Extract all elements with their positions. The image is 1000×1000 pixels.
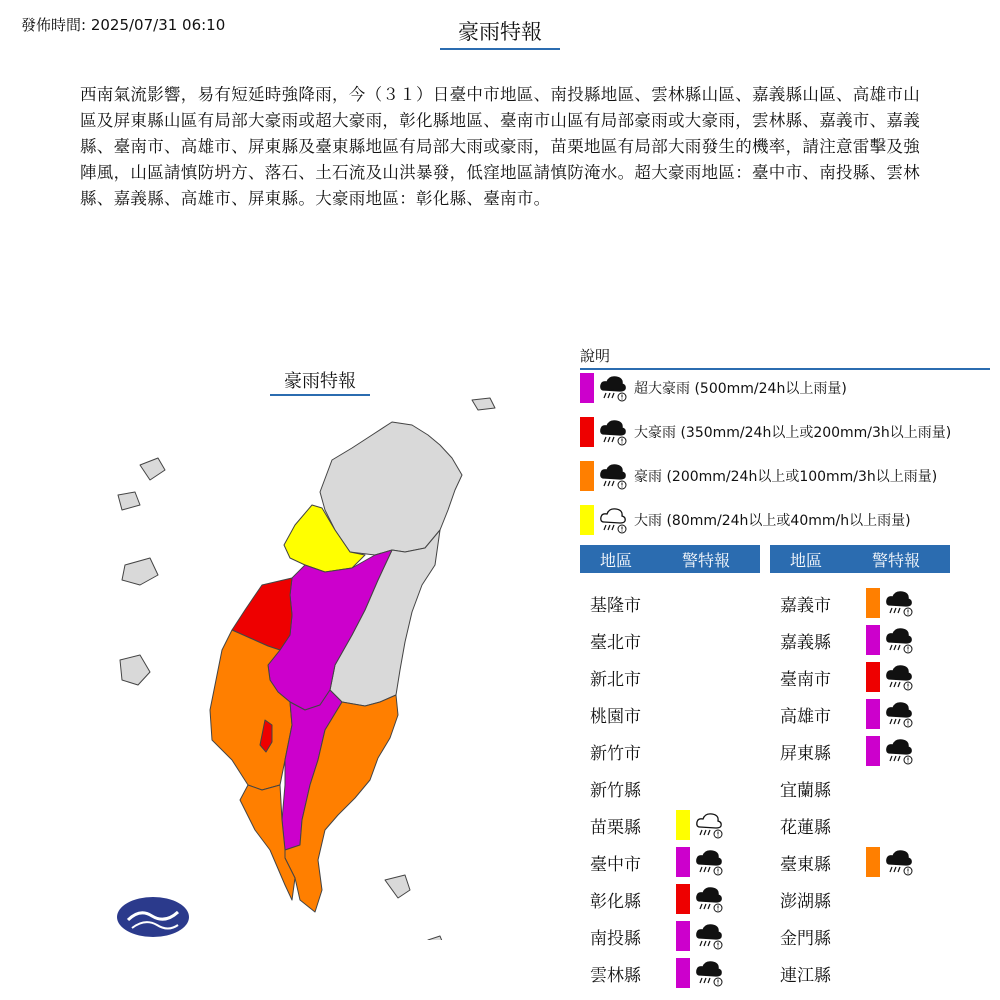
table-row[interactable] (770, 807, 950, 843)
region-name: 嘉義縣 (780, 632, 831, 653)
legend-label: 大雨 (80mm/24h以上或40mm/h以上雨量) (634, 513, 911, 529)
table-row[interactable] (770, 622, 950, 658)
region-north[interactable] (320, 422, 462, 555)
warning-swatch (866, 699, 880, 729)
thunder-rain-icon (598, 461, 628, 491)
legend-item-torrential (580, 416, 951, 448)
table-row[interactable] (580, 881, 760, 917)
page-title: 豪雨特報 (440, 16, 560, 50)
legend-swatch (580, 461, 594, 491)
region-name: 金門縣 (780, 928, 831, 949)
island-penghu-1 (140, 458, 165, 480)
cwa-logo (117, 897, 189, 937)
legend-item-heavy (580, 504, 911, 536)
warning-swatch (676, 847, 690, 877)
table-row[interactable] (770, 733, 950, 769)
region-name: 新北市 (590, 669, 641, 690)
region-name: 臺南市 (780, 669, 831, 690)
table-row[interactable] (580, 733, 760, 769)
table-row[interactable] (580, 918, 760, 954)
table-row[interactable] (580, 622, 760, 658)
warning-swatch (676, 884, 690, 914)
map-title: 豪雨特報 (270, 367, 370, 396)
thunder-rain-icon (884, 847, 914, 877)
issued-time: 發佈時間: 2025/07/31 06:10 (21, 16, 226, 34)
island-penghu-2 (118, 492, 140, 510)
legend-label: 超大豪雨 (500mm/24h以上雨量) (634, 381, 847, 397)
thunder-rain-icon (884, 699, 914, 729)
table-row[interactable] (770, 770, 950, 806)
region-name: 宜蘭縣 (780, 780, 831, 801)
legend-label: 豪雨 (200mm/24h以上或100mm/3h以上雨量) (634, 469, 938, 485)
legend-title: 說明 (580, 345, 990, 370)
thunder-rain-icon (598, 373, 628, 403)
region-name: 屏東縣 (780, 743, 831, 764)
table-row[interactable] (770, 585, 950, 621)
taiwan-warning-map (0, 380, 560, 940)
table-row[interactable] (580, 696, 760, 732)
header-region: 地區 (789, 550, 822, 570)
header-warning: 警特報 (871, 550, 920, 570)
rain-outline-icon (598, 505, 628, 535)
table-row[interactable] (770, 918, 950, 954)
thunder-rain-icon (884, 588, 914, 618)
warning-swatch (866, 662, 880, 692)
region-name: 臺中市 (590, 854, 641, 875)
header-warning: 警特報 (681, 550, 730, 570)
region-name: 新竹縣 (590, 780, 641, 801)
region-name: 高雄市 (780, 706, 831, 727)
thunder-rain-icon (598, 417, 628, 447)
legend-swatch (580, 417, 594, 447)
region-name: 澎湖縣 (780, 891, 831, 912)
table-row[interactable] (580, 585, 760, 621)
region-name: 苗栗縣 (590, 817, 641, 838)
legend-swatch (580, 505, 594, 535)
legend-item-extreme (580, 372, 847, 404)
warning-description: 西南氣流影響，易有短延時強降雨，今（３１）日臺中市地區、南投縣地區、雲林縣山區、嘉義縣山區、高雄市山區及屏東縣山區有局部大豪雨或超大豪雨，彰化縣地區、臺南市山區有局部豪雨或大豪雨，雲林縣、嘉義市、嘉義縣、臺南市、高雄市、屏東縣及臺東縣地區有局部大雨或豪雨，苗栗地區有局部大雨發生的機率，請注意雷擊及強陣風，山區請慎防坍方、落石、土石流及山洪暴發，低窪地區請慎防淹水。超大豪雨地區：臺中市、南投縣、雲林縣、嘉義縣、高雄市、屏東縣。大豪雨地區：彰化縣、臺南市。 (80, 85, 920, 208)
thunder-rain-icon (694, 847, 724, 877)
thunder-rain-icon (694, 958, 724, 988)
island-penghu-4 (120, 655, 150, 685)
warning-swatch (676, 810, 690, 840)
legend-label: 大豪雨 (350mm/24h以上或200mm/3h以上雨量) (634, 425, 952, 441)
table-header-left (580, 545, 760, 573)
table-row[interactable] (770, 844, 950, 880)
region-name: 基隆市 (590, 595, 641, 616)
table-row[interactable] (580, 844, 760, 880)
rain-outline-icon (694, 810, 724, 840)
thunder-rain-icon (884, 662, 914, 692)
island-north (472, 398, 495, 410)
table-row[interactable] (580, 659, 760, 695)
island-penghu-3 (122, 558, 158, 585)
warning-swatch (866, 847, 880, 877)
region-name: 彰化縣 (590, 891, 641, 912)
warning-swatch (866, 625, 880, 655)
table-row[interactable] (770, 955, 950, 991)
region-name: 嘉義市 (780, 595, 831, 616)
region-name: 臺北市 (590, 632, 641, 653)
warning-swatch (866, 588, 880, 618)
table-row[interactable] (580, 807, 760, 843)
thunder-rain-icon (694, 884, 724, 914)
thunder-rain-icon (884, 736, 914, 766)
region-name: 桃園市 (590, 706, 641, 727)
thunder-rain-icon (884, 625, 914, 655)
warning-swatch (676, 921, 690, 951)
table-row[interactable] (770, 881, 950, 917)
thunder-rain-icon (694, 921, 724, 951)
table-row[interactable] (770, 696, 950, 732)
island-orchid (428, 936, 444, 940)
region-name: 花蓮縣 (780, 817, 831, 838)
region-name: 南投縣 (590, 928, 641, 949)
table-row[interactable] (580, 770, 760, 806)
region-name: 連江縣 (780, 965, 831, 986)
warning-swatch (676, 958, 690, 988)
region-name: 新竹市 (590, 743, 641, 764)
region-name: 雲林縣 (590, 965, 641, 986)
region-name: 臺東縣 (780, 854, 831, 875)
island-green (385, 875, 410, 898)
header-region: 地區 (599, 550, 632, 570)
warning-swatch (866, 736, 880, 766)
table-header-right (770, 545, 950, 573)
table-row[interactable] (580, 955, 760, 991)
table-row[interactable] (770, 659, 950, 695)
legend-item-extremely-heavy (580, 460, 937, 492)
legend-swatch (580, 373, 594, 403)
